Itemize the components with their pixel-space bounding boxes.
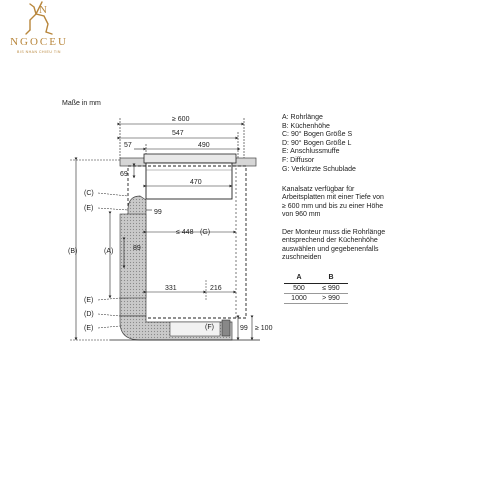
table-row: 1000 > 990 xyxy=(284,294,348,304)
legend-item: C: 90° Bogen Größe S xyxy=(282,131,353,139)
legend-item: D: 90° Bogen Größe L xyxy=(282,139,352,147)
legend-item: B: Küchenhöhe xyxy=(282,122,330,130)
logo-tagline: BIS NHAN CHIEU TIN xyxy=(17,50,61,54)
callout-b: (B) xyxy=(68,248,78,255)
dim-448: ≤ 448 xyxy=(176,229,194,236)
units-label: Maße in mm xyxy=(62,100,101,107)
dim-total-width: ≥ 600 xyxy=(172,116,190,123)
legend xyxy=(282,114,356,174)
callout-e2: (E) xyxy=(84,297,94,304)
dim-89: 89 xyxy=(133,245,141,252)
dim-470: 470 xyxy=(190,179,202,186)
callout-f: (F) xyxy=(205,324,214,331)
callout-a: (A) xyxy=(104,248,114,255)
note-duct-kit: Kanalsatz verfügbar für Arbeitsplatten mit einer Tiefe von ≥ 600 mm und bis zu einer Höhe von 960 mm xyxy=(282,186,384,218)
dim-100: ≥ 100 xyxy=(255,325,273,332)
dim-331: 331 xyxy=(165,285,177,292)
dim-57: 57 xyxy=(124,142,132,149)
svg-text:N: N xyxy=(39,4,47,16)
cooktop-body xyxy=(146,163,232,199)
dim-216: 216 xyxy=(210,285,222,292)
table-row: 500 ≤ 990 xyxy=(284,284,348,294)
callout-e3: (E) xyxy=(84,325,94,332)
pipe-length-table xyxy=(284,273,348,304)
note-installer: Der Monteur muss die Rohrlänge entsprechend der Küchenhöhe auswählen und gegebenenfalls zuschneiden xyxy=(282,229,386,261)
dim-490: 490 xyxy=(198,142,210,149)
plinth-foot xyxy=(222,320,230,336)
callout-c: (C) xyxy=(84,190,94,197)
table-header: B xyxy=(314,273,348,284)
callout-d: (D) xyxy=(84,311,94,318)
legend-item: E: Anschlussmuffe xyxy=(282,148,340,156)
dim-99-top: 99 xyxy=(154,209,162,216)
legend-item: G: Verkürzte Schublade xyxy=(282,165,356,173)
dim-99-bottom: 99 xyxy=(240,325,248,332)
cooktop xyxy=(144,154,236,163)
logo-wordmark: NGOCEU xyxy=(10,36,68,48)
legend-item: F: Diffusor xyxy=(282,156,315,164)
callout-e1: (E) xyxy=(84,205,94,212)
table-header: A xyxy=(284,273,314,284)
dim-547: 547 xyxy=(172,130,184,137)
legend-item: A: Rohrlänge xyxy=(282,114,323,121)
callout-g: (G) xyxy=(200,229,211,236)
dim-69: 69 xyxy=(120,171,128,178)
